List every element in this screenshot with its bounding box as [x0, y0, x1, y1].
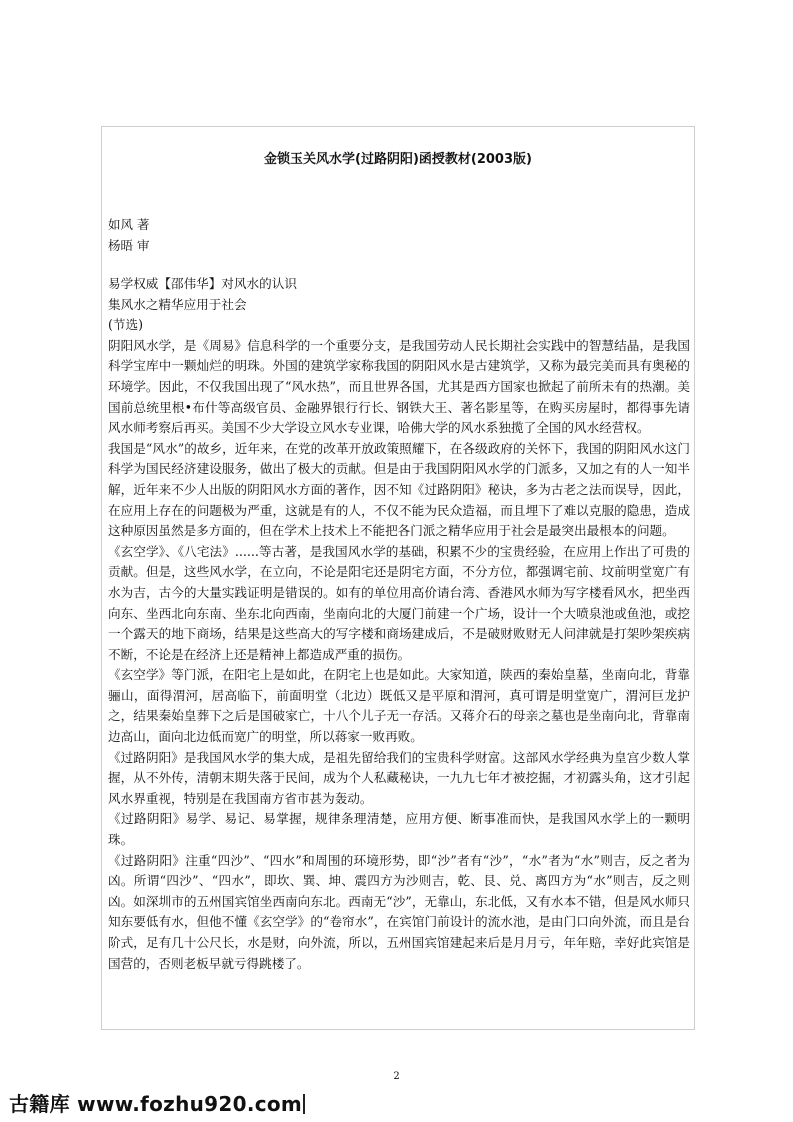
body-paragraph: 阴阳风水学，是《周易》信息科学的一个重要分支，是我国劳动人民长期社会实践中的智慧结晶，是我国科学宝库中一颗灿烂的明珠。外国的建筑学家称我国的阴阳风水是古建筑学，又称为最完美而具有奥秘的环境学。因此，不仅我国出现了“风水热”，而且世界各国，尤其是西方国家也掀起了前所未有的热潮。美国前总统里根•布什等高级官员、金融界银行行长、钢铁大王、著名影星等，在购买房屋时，都得事先请风水师考察后再买。美国不少大学设立风水专业课，哈佛大学的风水系独揽了全国的风水经营权。 [108, 337, 690, 436]
body-paragraph: 《过路阴阳》注重“四沙”、“四水”和周围的环境形势，即“沙”者有“沙”，“水”者为“水”则吉，反之者为凶。所谓“四沙”、“四水”，即坎、巽、坤、震四方为沙则吉，乾、艮、兑、离四方为“水”则吉，反之则凶。如深圳市的五州国宾馆坐西南向东北。西南无“沙”，无靠山，东北低，又有水本不错，但是风水师只知东要低有水，但他不懂《玄空学》的“卷帘水”，在宾馆门前设计的流水池，是由门口向外流，而且是台阶式，足有几十公尺长，水是财，向外流，所以，五州国宾馆建起来后是月月亏，年年赔，幸好此宾馆是国营的，否则老板早就亏得跳楼了。 [108, 852, 690, 971]
credits [108, 214, 149, 256]
subtitle-line: 集风水之精华应用于社会 [108, 296, 247, 312]
body-paragraph: 《玄空学》等门派，在阳宅上是如此，在阴宅上也是如此。大家知道，陕西的秦始皇墓，坐南向北，背靠骊山，面得渭河，居高临下，前面明堂（北边）既低又是平原和渭河，真可谓是明堂宽广，渭河巨龙护之，结果秦始皇葬下之后是国破家亡，十八个儿子无一存活。又蒋介石的母亲之墓也是坐南向北，背靠南边高山，面向北边低而宽广的明堂，所以蒋家一败再败。 [108, 667, 690, 745]
excerpt-note: (节选) [108, 317, 144, 333]
author-line: 如风 著 [108, 217, 150, 232]
document-title: 金锁玉关风水学(过路阴阳)函授教材(2003版) [264, 152, 532, 167]
reviewer-line: 杨晤 审 [108, 238, 150, 253]
watermark-logo [9, 1088, 305, 1117]
body-paragraph: 《过路阴阳》易学、易记、易掌握，规律条理清楚，应用方便、断事准而快，是我国风水学上的一颗明珠。 [108, 811, 690, 848]
watermark-text: 古籍库 www.fozhu920.com [9, 1092, 303, 1116]
body-paragraph: 我国是“风水”的故乡，近年来，在党的改革开放政策照耀下，在各级政府的关怀下，我国的阴阳风水这门科学为国民经济建设服务，做出了极大的贡献。但是由于我国阴阳风水学的门派多，又加之有的人一知半解，近年来不少人出版的阴阳风水方面的著作，因不知《过路阴阳》秘诀，多为古老之法而误导，因此，在应用上存在的问题极为严重，这就是有的人，不仅不能为民众造福，而且埋下了难以克服的隐患，造成这种原因虽然是多方面的，但在学术上技术上不能把各门派之精华应用于社会是最突出最根本的问题。 [108, 440, 690, 539]
page-number: 2 [393, 1071, 400, 1082]
subtitle-line: 易学权威【邵伟华】对风水的认识 [108, 276, 297, 291]
body-paragraph: 《玄空学》、《八宅法》......等古著，是我国风水学的基础，积累不少的宝贵经验，在应用上作出了可贵的贡献。但是，这些风水学，在立向，不论是阳宅还是阴宅方面，不分方位，都强调宅前、坟前明堂宽广有水为吉，古今的大量实践证明是错误的。如有的单位用高价请台湾、香港风水师为写字楼看风水，把坐西向东、坐西北向东南、坐东北向西南，坐南向北的大厦门前建一个广场，设计一个大喷泉池或鱼池，或挖一个露天的地下商场，结果是这些高大的写字楼和商场建成后，不是破财败财无人问津就是打架吵架疾病不断，不论是在经济上还是精神上都造成严重的损伤。 [108, 543, 690, 662]
watermark-bar [303, 1094, 305, 1114]
body-paragraph: 《过路阴阳》是我国风水学的集大成，是祖先留给我们的宝贵科学财富。这部风水学经典为皇宫少数人掌握，从不外传，清朝末期失落于民间，成为个人私藏秘诀，一九九七年才被挖掘，才初露头角，这才引起风水界重视，特别是在我国南方省市甚为轰动。 [108, 749, 690, 806]
document-body [108, 274, 690, 974]
